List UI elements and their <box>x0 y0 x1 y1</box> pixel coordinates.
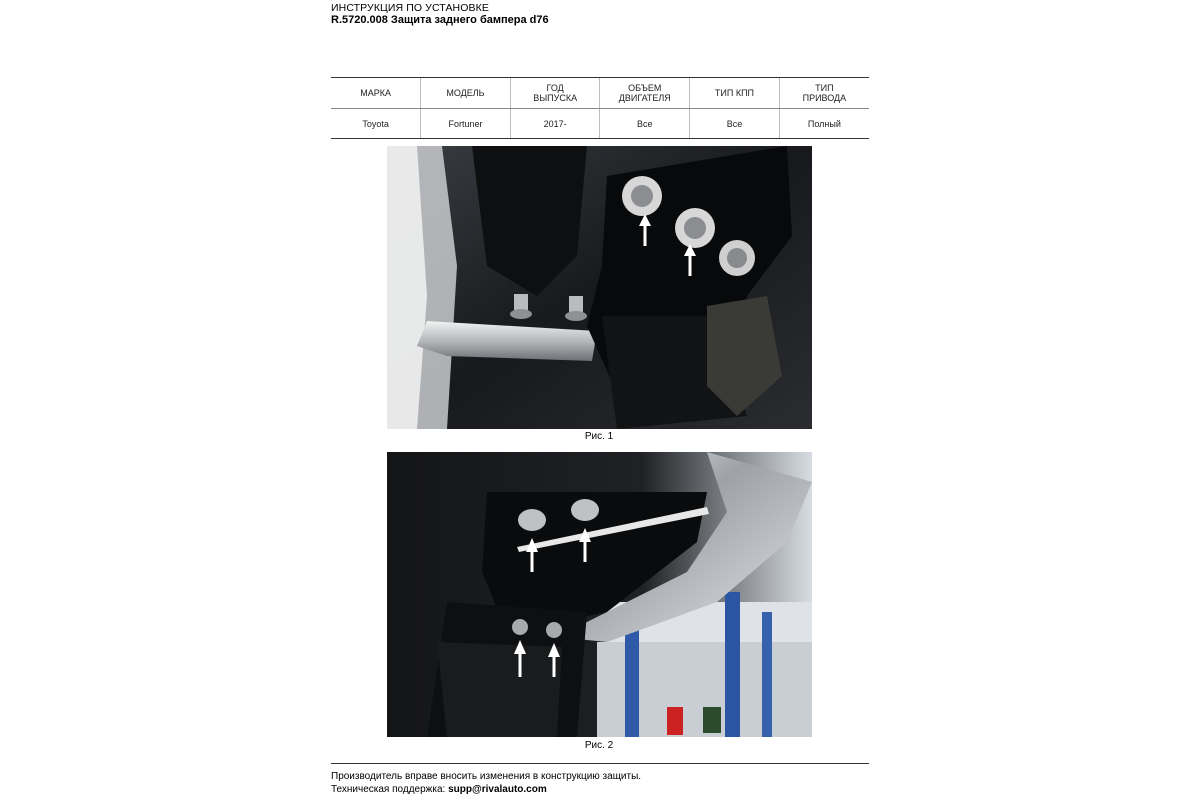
figure-2-caption: Рис. 2 <box>584 740 614 751</box>
year-cell: 2017- <box>510 109 600 139</box>
vehicle-spec-table <box>331 77 869 139</box>
support-email-link[interactable]: supp@rivalauto.com <box>448 784 547 795</box>
support-label: Техническая поддержка: <box>331 784 449 795</box>
footer-divider <box>331 763 869 764</box>
footer-support <box>331 784 547 795</box>
model-cell: Fortuner <box>421 109 511 139</box>
col-gearbox-header: ТИП КПП <box>690 78 780 109</box>
spec-header-row <box>331 78 869 109</box>
figure-1-photo <box>387 146 812 429</box>
footer-disclaimer: Производитель вправе вносить изменения в конструкцию защиты. <box>331 771 642 782</box>
gearbox-cell: Все <box>690 109 780 139</box>
col-year-header: ГОД ВЫПУСКА <box>510 78 600 109</box>
drive-cell: Полный <box>779 109 869 139</box>
col-drive-header: ТИП ПРИВОДА <box>779 78 869 109</box>
product-title: R.5720.008 Защита заднего бампера d76 <box>331 14 549 26</box>
col-engine-header: ОБЪЕМ ДВИГАТЕЛЯ <box>600 78 690 109</box>
col-model-header: МОДЕЛЬ <box>421 78 511 109</box>
col-make-header: МАРКА <box>331 78 421 109</box>
spec-value-row <box>331 109 869 139</box>
figure-1-caption: Рис. 1 <box>584 431 614 442</box>
document-type: ИНСТРУКЦИЯ ПО УСТАНОВКЕ <box>331 2 489 14</box>
make-cell: Toyota <box>331 109 421 139</box>
engine-cell: Все <box>600 109 690 139</box>
figure-2-photo <box>387 452 812 737</box>
